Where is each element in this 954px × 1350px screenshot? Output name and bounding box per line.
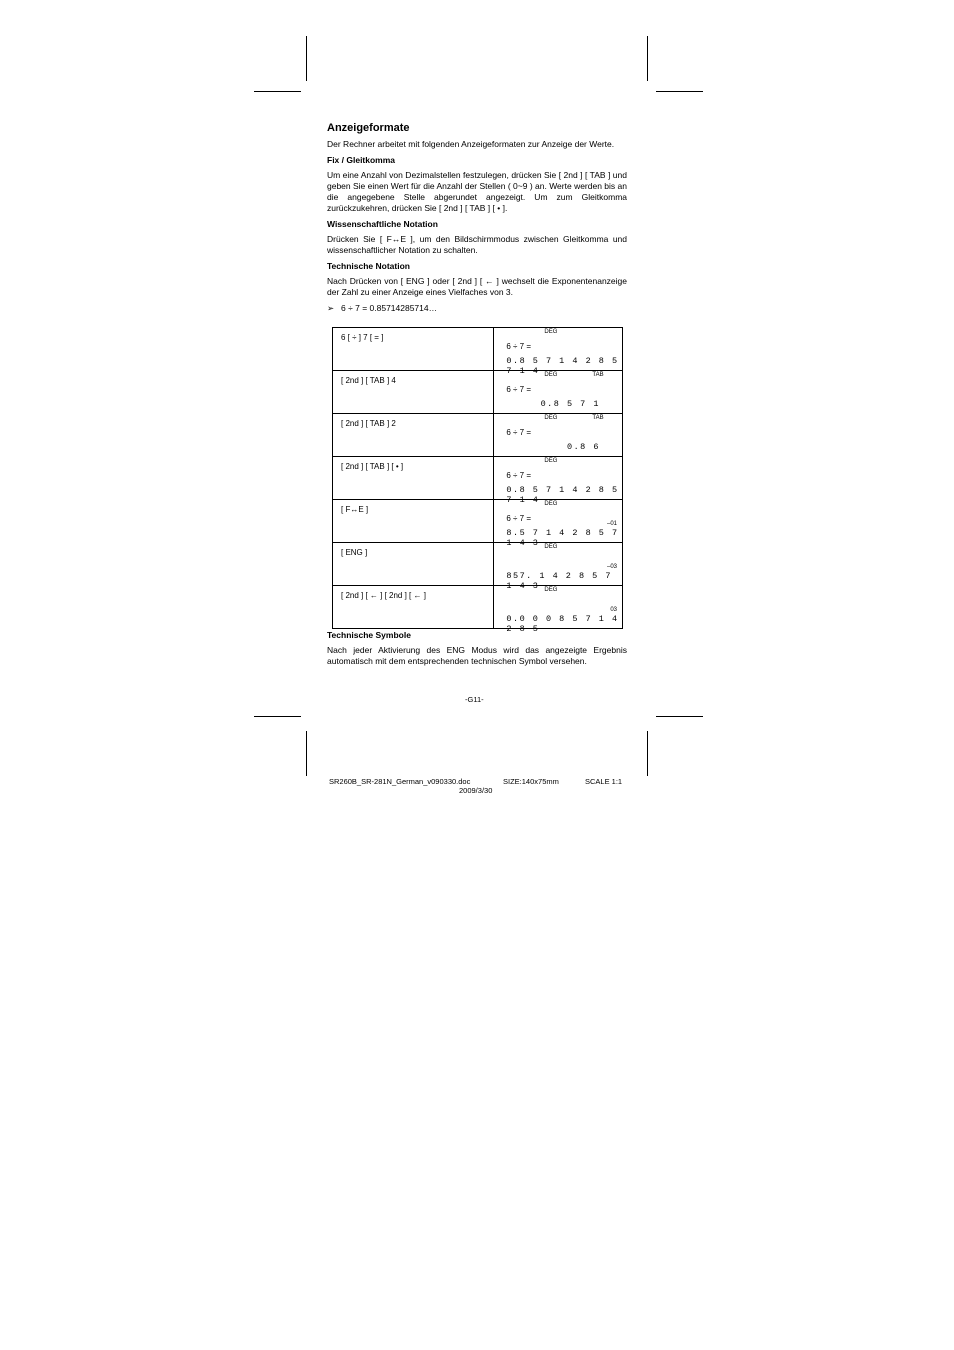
deg-indicator: DEG [544, 329, 558, 335]
display-expression: 6 ÷ 7 = [506, 471, 532, 480]
key-sequence-cell [333, 586, 494, 629]
key-sequence-cell [333, 371, 494, 414]
table-row [333, 414, 623, 457]
table-row [333, 371, 623, 414]
tab-indicator: TAB [592, 415, 604, 421]
page-number: -G11- [465, 695, 484, 704]
key-sequence-cell [333, 328, 494, 371]
display-exponent: –01 [606, 521, 617, 527]
footer-size: SIZE:140x75mm [503, 777, 559, 786]
table-row [333, 328, 623, 371]
crop-mark [254, 91, 301, 92]
crop-mark [254, 716, 301, 717]
key-sequence: 6 [ ÷ ] 7 [ = ] [341, 333, 384, 342]
display-exponent: 03 [610, 607, 617, 613]
display-cell [494, 414, 623, 457]
display-expression: 6 ÷ 7 = [506, 385, 532, 394]
display-cell [494, 371, 623, 414]
key-sequence: [ 2nd ] [ TAB ] 2 [341, 419, 396, 428]
example-text: 6 ÷ 7 = 0.85714285714… [341, 303, 438, 313]
deg-indicator: DEG [544, 587, 558, 593]
display-cell [494, 543, 623, 591]
document-body [327, 121, 627, 317]
crop-mark [647, 36, 648, 81]
page-title: Anzeigeformate [327, 122, 410, 134]
crop-mark [306, 731, 307, 776]
tab-indicator: TAB [592, 372, 604, 378]
table-row [333, 500, 623, 543]
display-cell [494, 500, 623, 548]
display-result: 0.8 5 7 1 4 2 8 5 7 1 4 [506, 356, 619, 376]
display-result: 0.8 5 7 1 4 2 8 5 7 1 4 [506, 485, 619, 505]
display-result: 857. 1 4 2 8 5 7 1 4 3 [506, 571, 612, 591]
display-result: 8.5 7 1 4 2 8 5 7 1 4 3 [506, 528, 619, 548]
key-sequence: [ 2nd ] [ TAB ] [ • ] [341, 462, 404, 471]
display-expression: 6 ÷ 7 = [506, 514, 532, 523]
key-sequence: [ 2nd ] [ TAB ] 4 [341, 376, 396, 385]
crop-mark [656, 91, 703, 92]
arrowhead-bullet-icon: ➢ [327, 303, 335, 313]
section-text: Um eine Anzahl von Dezimalstellen festzulegen, drücken Sie [ 2nd ] [ TAB ] und geben Sie einen Wert für die Anzahl der Stellen ( 0~9 ) an. Werte werden bis an die angegebene Stelle abgerundet angezeigt. Um zum Gleitkomma zurückzukehren, drücken Sie [ 2nd ] [ TAB ] [ • ]. [327, 170, 627, 213]
display-result: 0.8 6 [566, 442, 600, 452]
section-heading: Technische Notation [327, 261, 410, 271]
crop-mark [656, 716, 703, 717]
deg-indicator: DEG [544, 544, 558, 550]
table-row [333, 543, 623, 586]
footer-file: SR260B_SR-281N_German_v090330.doc [329, 777, 471, 786]
display-cell [494, 457, 623, 505]
display-exponent: –03 [606, 564, 617, 570]
crop-mark [306, 36, 307, 81]
display-expression: 6 ÷ 7 = [506, 342, 532, 351]
key-sequence-cell [333, 500, 494, 543]
key-sequence: [ F↔E ] [341, 505, 369, 514]
display-cell [494, 586, 623, 634]
footer-date: 2009/3/30 [459, 786, 493, 795]
section-heading: Wissenschaftliche Notation [327, 219, 438, 229]
key-sequence-cell [333, 543, 494, 586]
key-sequence: [ ENG ] [341, 548, 368, 557]
calculator-example-table [332, 327, 623, 634]
display-result: 0.0 0 0 8 5 7 1 4 2 8 5 [506, 614, 619, 634]
key-sequence: [ 2nd ] [ ← ] [ 2nd ] [ ← ] [341, 591, 426, 600]
deg-indicator: DEG [544, 372, 558, 378]
display-expression: 6 ÷ 7 = [506, 428, 532, 437]
display-result: 0.8 5 7 1 [540, 399, 600, 409]
symbols-section [327, 630, 627, 667]
deg-indicator: DEG [544, 458, 558, 464]
section-heading: Technische Symbole [327, 630, 411, 640]
table-row [333, 457, 623, 500]
crop-mark [647, 731, 648, 776]
table-row [333, 586, 623, 629]
section-text: Nach Drücken von [ ENG ] oder [ 2nd ] [ ← ] wechselt die Exponentenanzeige der Zahl zu einer Anzeige eines Vielfaches von 3. [327, 276, 627, 297]
section-heading: Fix / Gleitkomma [327, 155, 396, 165]
deg-indicator: DEG [544, 501, 558, 507]
section-text: Nach jeder Aktivierung des ENG Modus wird das angezeigte Ergebnis automatisch mit dem entsprechenden technischen Symbol versehen. [327, 645, 627, 666]
section-text: Drücken Sie [ F↔E ], um den Bildschirmmodus zwischen Gleitkomma und wissenschaftlicher Notation zu schalten. [327, 234, 627, 255]
key-sequence-cell [333, 414, 494, 457]
deg-indicator: DEG [544, 415, 558, 421]
footer-scale: SCALE 1:1 [585, 777, 623, 786]
intro-text: Der Rechner arbeitet mit folgenden Anzeigeformaten zur Anzeige der Werte. [327, 139, 615, 149]
key-sequence-cell [333, 457, 494, 500]
example-line [327, 303, 627, 314]
